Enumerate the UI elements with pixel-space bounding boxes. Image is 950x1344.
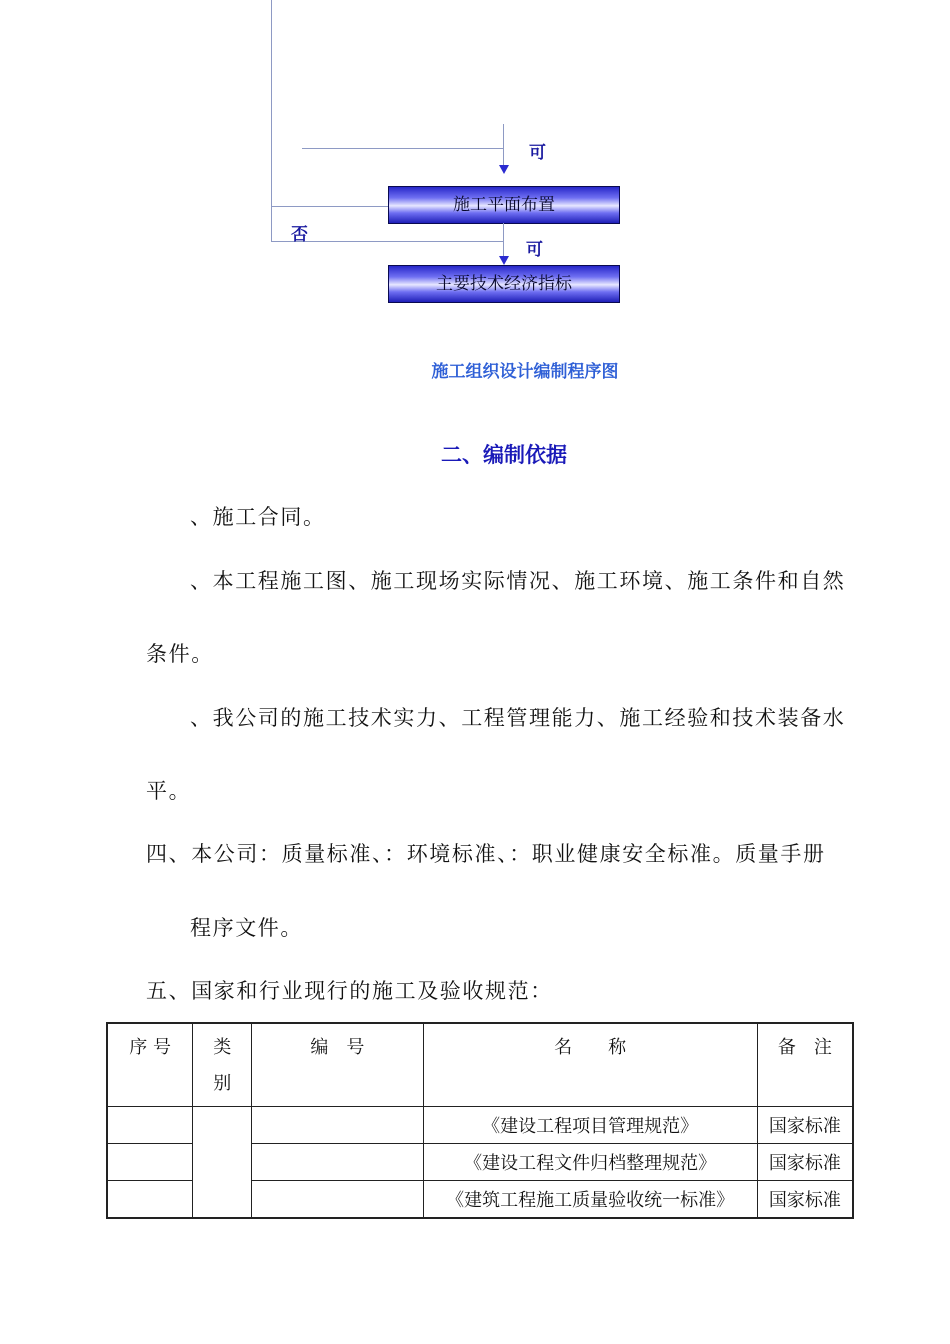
paragraph-3-line-2: 平。 — [146, 779, 192, 803]
flow-top-horizontal-line — [302, 148, 504, 149]
flow-arrow-down-2 — [499, 256, 509, 265]
flowchart-caption: 施工组织设计编制程序图 — [431, 362, 619, 382]
flow-box-site-layout: 施工平面布置 — [388, 186, 620, 224]
cell-category-merged — [193, 1107, 252, 1219]
flow-label-ok-2: 可 — [526, 240, 543, 260]
paragraph-4-line-1: 四、本公司：质量标准、：环境标准、：职业健康安全标准。质量手册 — [146, 842, 826, 866]
cell-name: 《建设工程项目管理规范》 — [423, 1107, 757, 1144]
cell-note: 国家标准 — [757, 1107, 853, 1144]
header-note: 备 注 — [757, 1023, 853, 1107]
standards-table — [106, 1022, 854, 1219]
flow-box-indicators: 主要技术经济指标 — [388, 265, 620, 303]
header-category — [193, 1023, 252, 1107]
flow-main-vertical-line-upper — [503, 124, 504, 166]
paragraph-1: 、施工合同。 — [190, 505, 326, 529]
header-code: 编 号 — [252, 1023, 424, 1107]
paragraph-2-line-2: 条件。 — [146, 642, 214, 666]
paragraph-4-line-2: 程序文件。 — [190, 916, 303, 940]
paragraph-2-line-1: 、本工程施工图、施工现场实际情况、施工环境、施工条件和自然 — [190, 569, 846, 593]
flow-arrow-down-1 — [499, 165, 509, 174]
flow-main-vertical-line-lower — [503, 223, 504, 257]
flow-label-ok-1: 可 — [529, 143, 546, 163]
header-seq: 序 号 — [107, 1023, 193, 1107]
cell-name: 《建筑工程施工质量验收统一标准》 — [423, 1181, 757, 1219]
paragraph-5: 五、国家和行业现行的施工及验收规范： — [146, 979, 553, 1003]
table-row — [107, 1107, 853, 1144]
cell-note: 国家标准 — [757, 1144, 853, 1181]
cell-code — [252, 1144, 424, 1181]
table-header-row — [107, 1023, 853, 1107]
section-heading: 二、编制依据 — [441, 443, 567, 467]
flow-no-branch-line — [272, 206, 388, 207]
cell-seq — [107, 1144, 193, 1181]
header-category-line-2: 别 — [213, 1073, 232, 1094]
cell-name: 《建设工程文件归档整理规范》 — [423, 1144, 757, 1181]
header-name: 名 称 — [423, 1023, 757, 1107]
header-category-line-1: 类 — [213, 1037, 232, 1058]
cell-seq — [107, 1107, 193, 1144]
cell-code — [252, 1107, 424, 1144]
cell-code — [252, 1181, 424, 1219]
flow-label-no: 否 — [291, 225, 308, 245]
cell-note: 国家标准 — [757, 1181, 853, 1219]
cell-seq — [107, 1181, 193, 1219]
paragraph-3-line-1: 、我公司的施工技术实力、工程管理能力、施工经验和技术装备水 — [190, 706, 846, 730]
